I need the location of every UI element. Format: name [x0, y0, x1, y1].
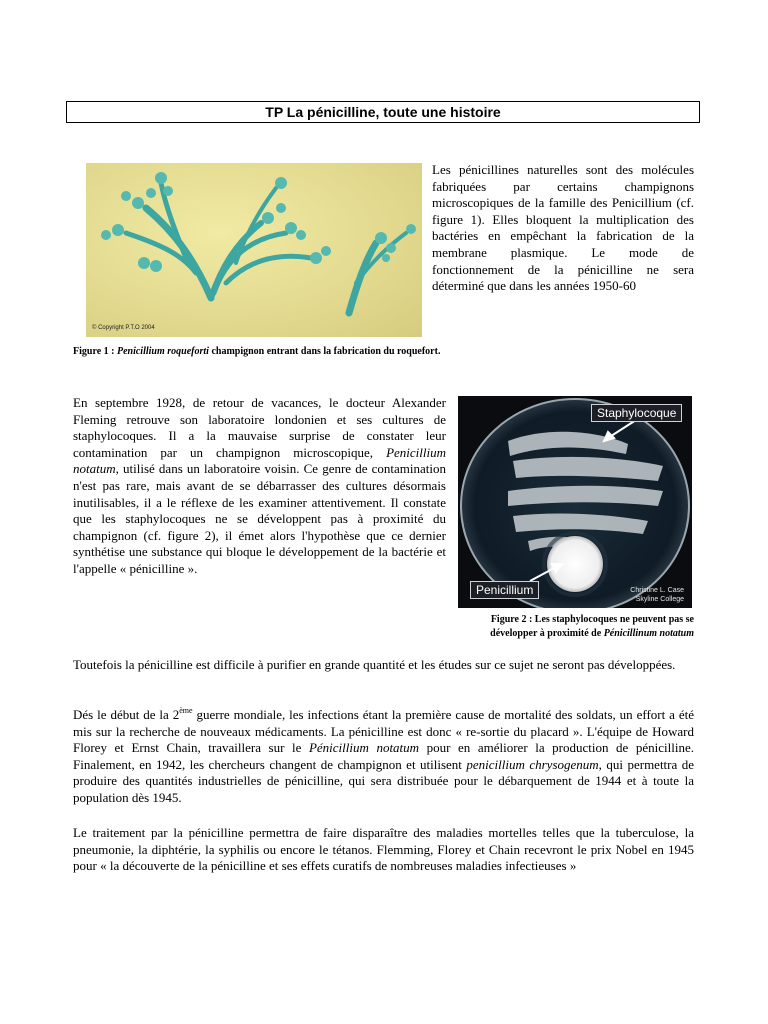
copyright-note: © Copyright P.T.O 2004 — [92, 325, 155, 331]
petri-dish-illustration — [458, 396, 692, 608]
penicillium-illustration — [86, 163, 422, 337]
figure2-caption: Figure 2 : Les staphylocoques ne peuvent pas se développer à proximité de Pénicillinum notatum — [490, 614, 694, 639]
page-title: TP La pénicilline, toute une histoire — [66, 101, 700, 123]
figure1-caption: Figure 1 : Penicillium roqueforti champignon entrant dans la fabrication du roquefort. — [73, 346, 441, 357]
intro-paragraph: Les pénicillines naturelles sont des molécules fabriquées par certains champignons microscopiques de la famille des Penicillium (cf. figure 1). Elles bloquent la multiplication des bactéries en empêchant la fabrication de la membrane plasmique. Le mode de fonctionnement de la pénicilline ne sera déterminé que dans les années 1950-60 — [432, 162, 694, 294]
figure1-micrograph — [86, 163, 422, 337]
figure2-petri-dish — [458, 396, 692, 608]
purification-paragraph: Toutefois la pénicilline est difficile à purifier en grande quantité et les études sur ce sujet ne seront pas développées. — [73, 657, 676, 672]
label-staphylocoque: Staphylocoque — [591, 404, 682, 422]
war-paragraph: Dés le début de la 2ème guerre mondiale, les infections étant la première cause de mortalité des soldats, un effort a été mis sur la recherche de nouveaux médicaments. La pénicilline est donc « re-sortie du placard ». L'équipe de Howard Florey et Ernst Chain, travaillera sur le Pénicillium notatum pour en améliorer la production de pénicilline. Finalement, en 1942, les chercheurs changent de champignon et utilisent penicillium chrysogenum, qui permettra de produire des quantités industrielles de pénicilline, qui sera distribuée pour le débarquement de 1944 et à toute la population dès 1945. — [73, 706, 695, 805]
fleming-paragraph: En septembre 1928, de retour de vacances, le docteur Alexander Fleming retrouve son laboratoire londonien et ses cultures de staphylocoques. Il a la mauvaise surprise de constater leur contamination par un champignon microscopique, Penicillium notatum, utilisé dans un laboratoire voisin. Ce genre de contamination n'est pas rare, mais avant de se débarrasser des cultures désormais inutilisables, il a le réflexe de les examiner attentivement. Il constate que les staphylocoques ne se développent pas à proximité du champignon (cf. figure 2), il émet alors l'hypothèse que ce dernier synthétise une substance qui bloque le développement de la bactérie et l'appelle « pénicilline ». — [73, 395, 446, 576]
treatment-paragraph: Le traitement par la pénicilline permettra de faire disparaître des maladies mortelles telles que la tuberculose, la pneumonie, la diphtérie, la syphilis ou encore le tétanos. Flemming, Florey et Chain recevront le prix Nobel en 1945 pour « la découverte de la pénicilline et ses effets curatifs de nombreuses maladies infectieuses » — [73, 825, 694, 874]
label-penicillium: Penicillium — [470, 581, 539, 599]
photo-credit: Christine L. Case Skyline College — [630, 587, 684, 603]
